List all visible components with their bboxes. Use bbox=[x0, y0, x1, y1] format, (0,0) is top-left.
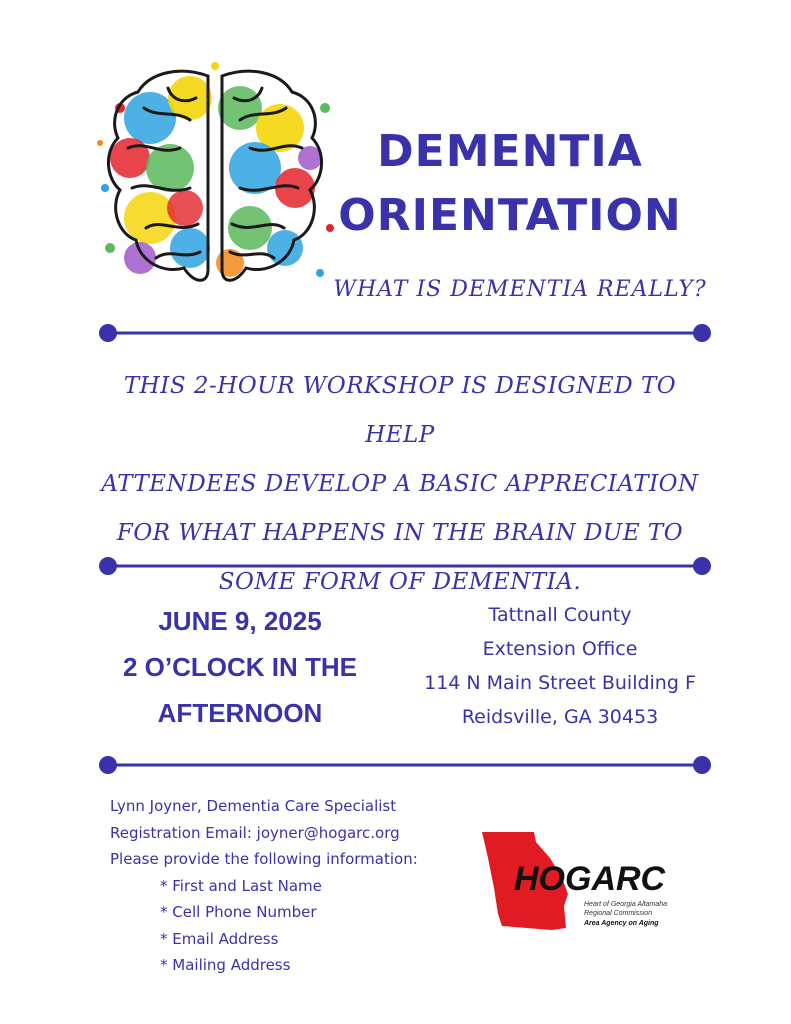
registration-email: Registration Email: joyner@hogarc.org bbox=[110, 823, 400, 842]
location-line: Extension Office bbox=[482, 638, 638, 660]
list-item: * First and Last Name bbox=[160, 876, 322, 895]
location-line: Reidsville, GA 30453 bbox=[461, 706, 659, 728]
description-line: FOR WHAT HAPPENS IN THE BRAIN DUE TO bbox=[116, 520, 684, 546]
list-item: * Email Address bbox=[160, 929, 279, 948]
hogarc-logo bbox=[472, 828, 702, 938]
contact-name: Lynn Joyner, Dementia Care Specialist bbox=[110, 797, 397, 815]
list-item: * Mailing Address bbox=[160, 956, 291, 974]
brain-illustration bbox=[80, 48, 350, 308]
description-line: ATTENDEES DEVELOP A BASIC APPRECIATION bbox=[101, 471, 699, 497]
logo-tagline-3: Area Agency on Aging bbox=[584, 920, 659, 927]
divider bbox=[98, 320, 712, 346]
instructions: Please provide the following information: bbox=[110, 850, 418, 868]
contact-info bbox=[110, 793, 490, 979]
location-line: Tattnall County bbox=[488, 604, 632, 626]
event-time-line1: 2 O’CLOCK IN THE bbox=[122, 652, 357, 682]
logo-tagline-2: Regional Commission bbox=[584, 910, 653, 917]
logo-tagline-1: Heart of Georgia Altamaha bbox=[584, 901, 668, 908]
page-title-line1: DEMENTIA bbox=[377, 126, 643, 177]
subtitle: WHAT IS DEMENTIA REALLY? bbox=[333, 277, 707, 302]
list-item: * Cell Phone Number bbox=[160, 903, 317, 921]
description-line: SOME FORM OF DEMENTIA. bbox=[218, 569, 582, 595]
location-line: 114 N Main Street Building F bbox=[424, 672, 696, 694]
divider bbox=[98, 752, 712, 778]
event-time-line2: AFTERNOON bbox=[157, 698, 323, 728]
event-date-time bbox=[95, 598, 385, 736]
event-date: JUNE 9, 2025 bbox=[158, 606, 322, 636]
description-line: THIS 2-HOUR WORKSHOP IS DESIGNED TO HELP bbox=[123, 373, 677, 448]
logo-name: HOGARC bbox=[514, 860, 666, 898]
event-location bbox=[395, 598, 725, 734]
page-title-line2: ORIENTATION bbox=[338, 190, 682, 241]
divider bbox=[98, 553, 712, 579]
